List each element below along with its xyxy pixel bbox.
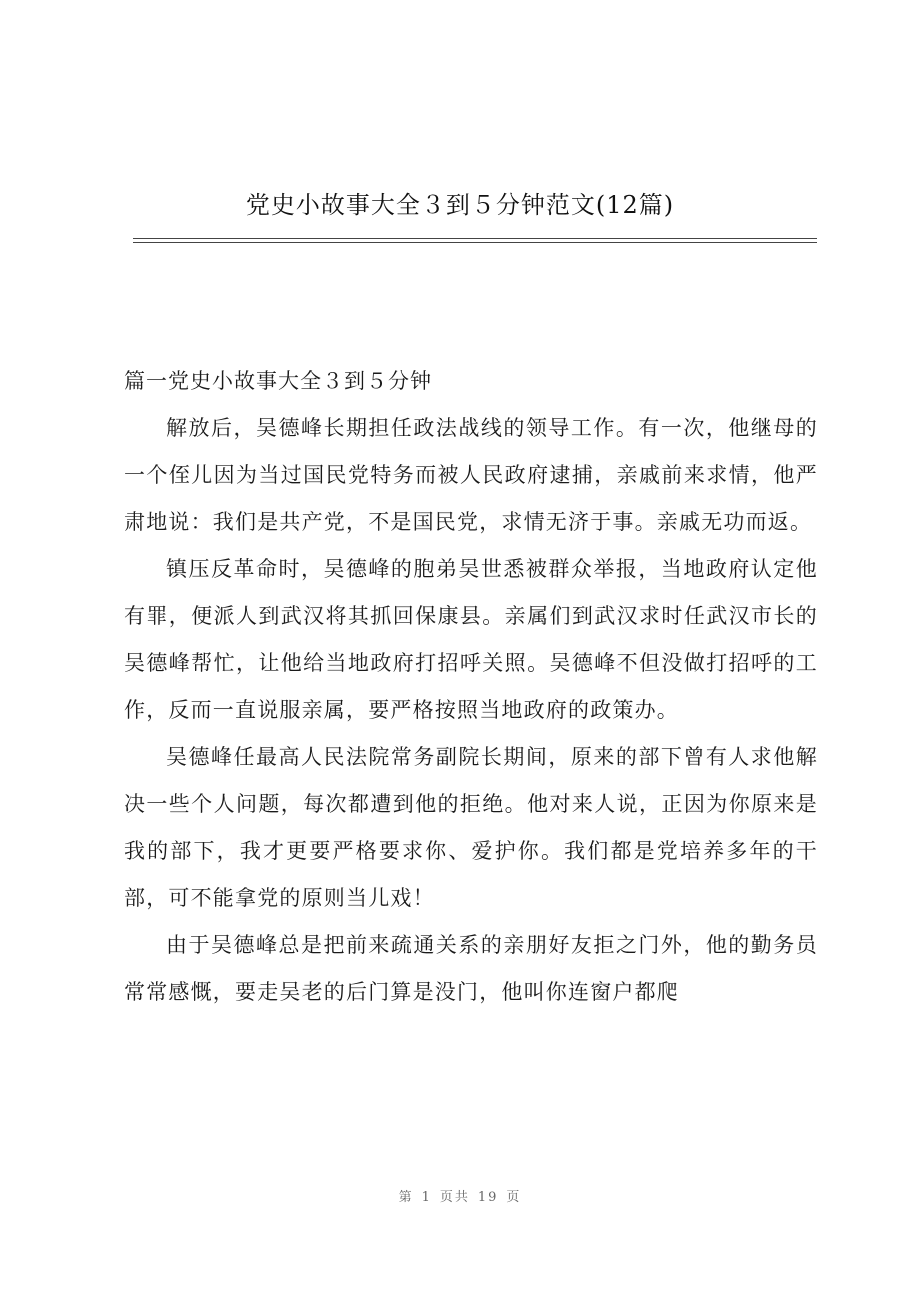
document-title: 党史小故事大全３到５分钟范文(12篇) xyxy=(245,191,675,219)
title-double-rule xyxy=(133,238,817,243)
paragraph: 镇压反革命时，吴德峰的胞弟吴世悉被群众举报，当地政府认定他有罪，便派人到武汉将其抓回保康县。亲属们到武汉求时任武汉市长的吴德峰帮忙，让他给当地政府打招呼关照。吴德峰不但没做打招呼的工作，反而一直说服亲属，要严格按照当地政府的政策办。 xyxy=(124,557,818,722)
footer-total-pages: 19 xyxy=(477,1190,499,1205)
section-heading: 篇一党史小故事大全３到５分钟 xyxy=(124,369,432,393)
paragraph: 由于吴德峰总是把前来疏通关系的亲朋好友拒之门外，他的勤务员常常感慨，要走吴老的后门算是没门，他叫你连窗户都爬 xyxy=(124,933,818,1004)
footer-prefix: 第 xyxy=(398,1190,414,1205)
paragraph: 解放后，吴德峰长期担任政法战线的领导工作。有一次，他继母的一个侄儿因为当过国民党特务而被人民政府逮捕，亲戚前来求情，他严肃地说：我们是共产党，不是国民党，求情无济于事。亲戚无功而返。 xyxy=(124,416,818,534)
document-body xyxy=(124,358,818,1016)
page-footer xyxy=(0,1186,920,1205)
footer-middle: 页共 xyxy=(439,1190,470,1205)
paragraph: 吴德峰任最高人民法院常务副院长期间，原来的部下曾有人求他解决一些个人问题，每次都遭到他的拒绝。他对来人说，正因为你原来是我的部下，我才更要严格要求你、爱护你。我们都是党培养多年的干部，可不能拿党的原则当儿戏！ xyxy=(124,745,818,910)
footer-suffix: 页 xyxy=(506,1190,522,1205)
footer-page-number: 1 xyxy=(421,1190,432,1205)
